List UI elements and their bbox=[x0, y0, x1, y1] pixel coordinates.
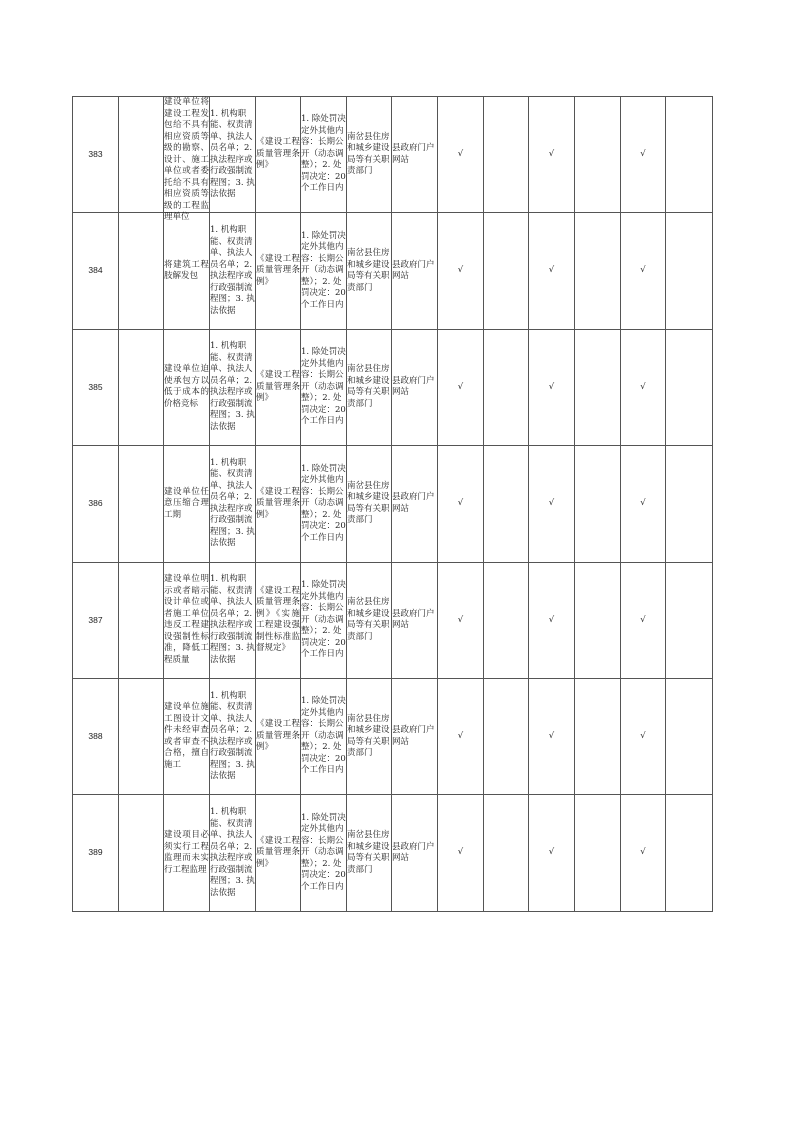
blank-cell bbox=[575, 446, 621, 562]
check-mark: √ bbox=[529, 562, 575, 678]
row-number: 386 bbox=[73, 446, 119, 562]
blank-cell bbox=[666, 329, 713, 445]
check-mark: √ bbox=[621, 97, 666, 213]
blank-cell bbox=[484, 678, 529, 794]
item-name: 建设单位将建设工程发包给不具有相应资质等级的勘察、设计、施工单位或者委托给不具有相应资质等级的工程监理单位 bbox=[164, 97, 209, 223]
blank-cell bbox=[666, 97, 713, 213]
blank-cell bbox=[666, 213, 713, 329]
disclosure-time-limit: 1. 除处罚决定外其他内容：长期公开（动态调整）；2. 处罚决定：20个工作日内 bbox=[301, 329, 347, 445]
blank-cell bbox=[575, 562, 621, 678]
check-mark: √ bbox=[529, 97, 575, 213]
disclosure-time-limit: 1. 除处罚决定外其他内容：长期公开（动态调整）；2. 处罚决定：20个工作日内 bbox=[301, 562, 347, 678]
disclosure-content: 1. 机构职能、权责清单、执法人员名单；2. 执法程序或行政强制流程图；3. 执法依据 bbox=[210, 446, 256, 562]
responsible-department: 南岔县住房和城乡建设局等有关职责部门 bbox=[347, 97, 392, 213]
table-row bbox=[73, 678, 713, 794]
table-body bbox=[73, 97, 713, 912]
blank-cell bbox=[119, 562, 164, 678]
blank-cell bbox=[484, 213, 529, 329]
blank-cell bbox=[119, 329, 164, 445]
legal-basis: 《建设工程质量管理条例》 bbox=[256, 446, 301, 562]
row-number: 385 bbox=[73, 329, 119, 445]
blank-cell bbox=[484, 329, 529, 445]
table-row bbox=[73, 97, 713, 213]
item-name: 建设单位任意压缩合理工期 bbox=[164, 446, 210, 562]
blank-cell bbox=[575, 329, 621, 445]
row-number: 383 bbox=[73, 97, 119, 213]
disclosure-time-limit: 1. 除处罚决定外其他内容：长期公开（动态调整）；2. 处罚决定：20个工作日内 bbox=[301, 213, 347, 329]
check-mark: √ bbox=[621, 446, 666, 562]
check-mark: √ bbox=[529, 678, 575, 794]
row-number: 387 bbox=[73, 562, 119, 678]
disclosure-channel: 县政府门户网站 bbox=[392, 213, 438, 329]
disclosure-channel: 县政府门户网站 bbox=[392, 329, 438, 445]
row-number: 384 bbox=[73, 213, 119, 329]
responsible-department: 南岔县住房和城乡建设局等有关职责部门 bbox=[347, 446, 392, 562]
disclosure-content: 1. 机构职能、权责清单、执法人员名单；2. 执法程序或行政强制流程图；3. 执法依据 bbox=[210, 329, 256, 445]
check-mark: √ bbox=[438, 213, 484, 329]
item-name: 建设项目必须实行工程监理而未实行工程监理 bbox=[164, 795, 210, 911]
blank-cell bbox=[575, 795, 621, 911]
blank-cell bbox=[666, 446, 713, 562]
check-mark: √ bbox=[529, 795, 575, 911]
check-mark: √ bbox=[438, 678, 484, 794]
row-number: 388 bbox=[73, 678, 119, 794]
disclosure-time-limit: 1. 除处罚决定外其他内容：长期公开（动态调整）；2. 处罚决定：20个工作日内 bbox=[301, 678, 347, 794]
disclosure-channel: 县政府门户网站 bbox=[392, 795, 438, 911]
item-name: 建设单位施工图设计文件未经审查或者审查不合格，擅自施工 bbox=[164, 678, 210, 794]
responsible-department: 南岔县住房和城乡建设局等有关职责部门 bbox=[347, 795, 392, 911]
item-name: 建设单位明示或者暗示设计单位或者施工单位违反工程建设强制性标准，降低工程质量 bbox=[164, 562, 210, 678]
legal-basis: 《建设工程质量管理条例》 bbox=[256, 678, 301, 794]
table-row bbox=[73, 795, 713, 911]
legal-basis: 《建设工程质量管理条例》 bbox=[256, 329, 301, 445]
disclosure-content: 1. 机构职能、权责清单、执法人员名单；2. 执法程序或行政强制流程图；3. 执法依据 bbox=[210, 213, 256, 329]
blank-cell bbox=[119, 97, 164, 213]
check-mark: √ bbox=[621, 795, 666, 911]
legal-basis: 《建设工程质量管理条例》 bbox=[256, 213, 301, 329]
check-mark: √ bbox=[529, 446, 575, 562]
table-row bbox=[73, 562, 713, 678]
legal-basis: 《建设工程质量管理条例》 bbox=[256, 795, 301, 911]
disclosure-time-limit: 1. 除处罚决定外其他内容：长期公开（动态调整）；2. 处罚决定：20个工作日内 bbox=[301, 446, 347, 562]
blank-cell bbox=[666, 795, 713, 911]
disclosure-content: 1. 机构职能、权责清单、执法人员名单；2. 执法程序或行政强制流程图；3. 执法依据 bbox=[210, 678, 256, 794]
blank-cell bbox=[119, 795, 164, 911]
disclosure-channel: 县政府门户网站 bbox=[392, 678, 438, 794]
disclosure-channel: 县政府门户网站 bbox=[392, 562, 438, 678]
check-mark: √ bbox=[438, 329, 484, 445]
disclosure-channel: 县政府门户网站 bbox=[392, 97, 438, 213]
disclosure-content: 1. 机构职能、权责清单、执法人员名单；2. 执法程序或行政强制流程图；3. 执法依据 bbox=[210, 97, 256, 213]
disclosure-channel: 县政府门户网站 bbox=[392, 446, 438, 562]
table-row bbox=[73, 329, 713, 445]
blank-cell bbox=[119, 213, 164, 329]
responsible-department: 南岔县住房和城乡建设局等有关职责部门 bbox=[347, 562, 392, 678]
responsible-department: 南岔县住房和城乡建设局等有关职责部门 bbox=[347, 213, 392, 329]
disclosure-table bbox=[72, 96, 713, 912]
legal-basis: 《建设工程质量管理条例》《实施工程建设强制性标准监督规定》 bbox=[256, 562, 301, 678]
check-mark: √ bbox=[438, 795, 484, 911]
check-mark: √ bbox=[621, 562, 666, 678]
legal-basis: 《建设工程质量管理条例》 bbox=[256, 97, 301, 213]
table-row bbox=[73, 446, 713, 562]
blank-cell bbox=[119, 446, 164, 562]
disclosure-time-limit: 1. 除处罚决定外其他内容：长期公开（动态调整）；2. 处罚决定：20个工作日内 bbox=[301, 795, 347, 911]
blank-cell bbox=[119, 678, 164, 794]
disclosure-content: 1. 机构职能、权责清单、执法人员名单；2. 执法程序或行政强制流程图；3. 执法依据 bbox=[210, 562, 256, 678]
check-mark: √ bbox=[621, 678, 666, 794]
blank-cell bbox=[575, 97, 621, 213]
check-mark: √ bbox=[621, 213, 666, 329]
blank-cell bbox=[484, 795, 529, 911]
blank-cell bbox=[484, 446, 529, 562]
check-mark: √ bbox=[438, 446, 484, 562]
blank-cell bbox=[575, 213, 621, 329]
check-mark: √ bbox=[438, 97, 484, 213]
blank-cell bbox=[484, 562, 529, 678]
check-mark: √ bbox=[529, 329, 575, 445]
row-number: 389 bbox=[73, 795, 119, 911]
item-name: 建设单位迫使承包方以低于成本的价格竞标 bbox=[164, 329, 210, 445]
check-mark: √ bbox=[621, 329, 666, 445]
check-mark: √ bbox=[438, 562, 484, 678]
blank-cell bbox=[666, 678, 713, 794]
responsible-department: 南岔县住房和城乡建设局等有关职责部门 bbox=[347, 678, 392, 794]
table-row bbox=[73, 213, 713, 329]
blank-cell bbox=[575, 678, 621, 794]
disclosure-content: 1. 机构职能、权责清单、执法人员名单；2. 执法程序或行政强制流程图；3. 执法依据 bbox=[210, 795, 256, 911]
disclosure-time-limit: 1. 除处罚决定外其他内容：长期公开（动态调整）；2. 处罚决定：20个工作日内 bbox=[301, 97, 347, 213]
responsible-department: 南岔县住房和城乡建设局等有关职责部门 bbox=[347, 329, 392, 445]
check-mark: √ bbox=[529, 213, 575, 329]
blank-cell bbox=[666, 562, 713, 678]
blank-cell bbox=[484, 97, 529, 213]
item-name: 将建筑工程肢解发包 bbox=[164, 213, 210, 329]
